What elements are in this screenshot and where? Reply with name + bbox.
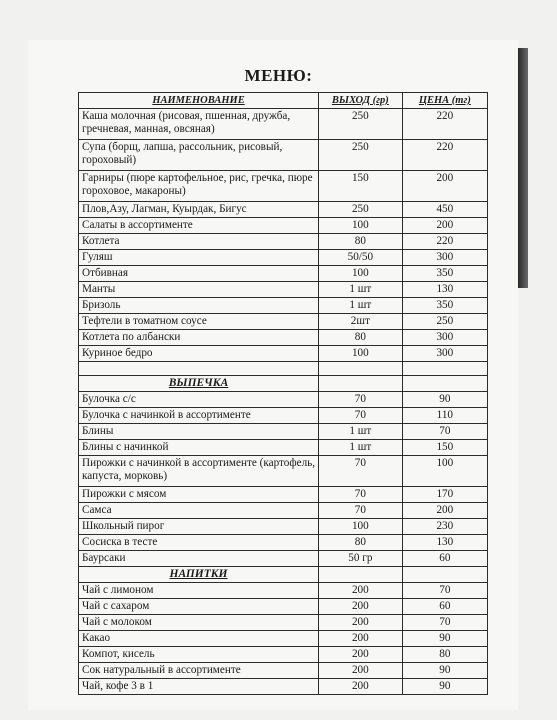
item-price: 80 (402, 647, 487, 663)
section-title: ВЫПЕЧКА (79, 376, 319, 392)
item-price: 450 (402, 202, 487, 218)
item-price (402, 376, 487, 392)
table-row (79, 109, 488, 140)
item-name: Пирожки с начинкой в ассортименте (картофель, капуста, морковь) (79, 456, 319, 487)
item-name: Гуляш (79, 250, 319, 266)
item-price: 70 (402, 615, 487, 631)
item-output: 70 (319, 392, 403, 408)
item-price: 220 (402, 234, 487, 250)
item-price: 90 (402, 679, 487, 695)
table-row (79, 408, 488, 424)
item-name: Супа (борщ, лапша, рассольник, рисовый, гороховый) (79, 140, 319, 171)
item-output: 100 (319, 266, 403, 282)
item-name: Сосиска в тесте (79, 535, 319, 551)
table-row (79, 234, 488, 250)
item-output: 200 (319, 631, 403, 647)
item-price: 200 (402, 218, 487, 234)
item-price: 200 (402, 503, 487, 519)
item-name: Манты (79, 282, 319, 298)
table-row (79, 456, 488, 487)
item-price: 250 (402, 314, 487, 330)
table-row (79, 440, 488, 456)
table-row (79, 663, 488, 679)
table-row (79, 599, 488, 615)
header-output: ВЫХОД (гр) (319, 93, 403, 109)
item-output: 80 (319, 330, 403, 346)
item-name: Блины с начинкой (79, 440, 319, 456)
item-output: 100 (319, 218, 403, 234)
item-name: Сок натуральный в ассортименте (79, 663, 319, 679)
table-row (79, 250, 488, 266)
item-name: Пирожки с мясом (79, 487, 319, 503)
item-price: 70 (402, 583, 487, 599)
item-output: 100 (319, 519, 403, 535)
item-price: 60 (402, 551, 487, 567)
table-row (79, 519, 488, 535)
item-name: Гарниры (пюре картофельное, рис, гречка, пюре гороховое, макароны) (79, 171, 319, 202)
item-output: 1 шт (319, 282, 403, 298)
header-name: НАИМЕНОВАНИЕ (79, 93, 319, 109)
section-title: НАПИТКИ (79, 567, 319, 583)
item-name (79, 362, 319, 376)
item-output: 1 шт (319, 424, 403, 440)
item-price: 90 (402, 631, 487, 647)
item-name: Салаты в ассортименте (79, 218, 319, 234)
item-output: 200 (319, 647, 403, 663)
item-name: Чай с молоком (79, 615, 319, 631)
item-name: Отбивная (79, 266, 319, 282)
table-row (79, 171, 488, 202)
section-row (79, 567, 488, 583)
item-name: Какао (79, 631, 319, 647)
item-name: Чай с сахаром (79, 599, 319, 615)
item-output: 2шт (319, 314, 403, 330)
table-row (79, 535, 488, 551)
menu-table (78, 92, 488, 695)
item-name: Каша молочная (рисовая, пшенная, дружба, гречневая, манная, овсяная) (79, 109, 319, 140)
table-row (79, 631, 488, 647)
item-name: Чай с лимоном (79, 583, 319, 599)
table-row (79, 615, 488, 631)
item-output: 80 (319, 234, 403, 250)
item-price: 200 (402, 171, 487, 202)
item-price: 130 (402, 535, 487, 551)
item-output: 200 (319, 663, 403, 679)
table-row (79, 583, 488, 599)
item-name: Тефтели в томатном соусе (79, 314, 319, 330)
item-name: Булочка с/с (79, 392, 319, 408)
item-output: 200 (319, 679, 403, 695)
item-output (319, 362, 403, 376)
table-row (79, 346, 488, 362)
table-row (79, 551, 488, 567)
item-name: Баурсаки (79, 551, 319, 567)
item-name: Бризоль (79, 298, 319, 314)
item-price: 350 (402, 298, 487, 314)
item-output: 250 (319, 140, 403, 171)
item-price: 150 (402, 440, 487, 456)
item-price: 230 (402, 519, 487, 535)
item-price: 110 (402, 408, 487, 424)
item-price: 90 (402, 663, 487, 679)
item-output: 200 (319, 615, 403, 631)
table-row (79, 330, 488, 346)
table-row (79, 266, 488, 282)
table-row (79, 218, 488, 234)
item-name: Самса (79, 503, 319, 519)
section-row (79, 376, 488, 392)
item-name: Школьный пирог (79, 519, 319, 535)
item-output: 70 (319, 408, 403, 424)
item-price: 90 (402, 392, 487, 408)
item-price: 70 (402, 424, 487, 440)
table-row (79, 282, 488, 298)
item-output (319, 376, 403, 392)
item-output: 50/50 (319, 250, 403, 266)
item-output: 250 (319, 109, 403, 140)
item-name: Куриное бедро (79, 346, 319, 362)
item-output: 70 (319, 456, 403, 487)
table-row (79, 298, 488, 314)
item-output: 1 шт (319, 298, 403, 314)
item-price: 350 (402, 266, 487, 282)
item-price: 300 (402, 346, 487, 362)
menu-title: МЕНЮ: (244, 66, 313, 85)
item-name: Блины (79, 424, 319, 440)
table-row (79, 679, 488, 695)
item-name: Булочка с начинкой в ассортименте (79, 408, 319, 424)
item-output: 80 (319, 535, 403, 551)
item-price (402, 362, 487, 376)
item-price: 170 (402, 487, 487, 503)
item-price: 130 (402, 282, 487, 298)
table-row (79, 424, 488, 440)
item-price: 60 (402, 599, 487, 615)
item-output: 70 (319, 503, 403, 519)
item-name: Котлета (79, 234, 319, 250)
item-price: 220 (402, 140, 487, 171)
item-name: Плов,Азу, Лагман, Куырдак, Бигус (79, 202, 319, 218)
item-output: 150 (319, 171, 403, 202)
item-price (402, 567, 487, 583)
item-price: 300 (402, 330, 487, 346)
item-output: 70 (319, 487, 403, 503)
blank-row (79, 362, 488, 376)
header-price: ЦЕНА (тг) (402, 93, 487, 109)
item-output: 200 (319, 599, 403, 615)
table-header-row (79, 93, 488, 109)
item-name: Котлета по албански (79, 330, 319, 346)
item-price: 100 (402, 456, 487, 487)
item-output: 50 гр (319, 551, 403, 567)
table-row (79, 647, 488, 663)
item-output: 200 (319, 583, 403, 599)
table-row (79, 140, 488, 171)
item-output: 250 (319, 202, 403, 218)
table-row (79, 392, 488, 408)
item-output: 1 шт (319, 440, 403, 456)
item-name: Чай, кофе 3 в 1 (79, 679, 319, 695)
item-output (319, 567, 403, 583)
table-row (79, 202, 488, 218)
item-output: 100 (319, 346, 403, 362)
table-row (79, 314, 488, 330)
table-row (79, 503, 488, 519)
item-price: 300 (402, 250, 487, 266)
item-price: 220 (402, 109, 487, 140)
table-row (79, 487, 488, 503)
item-name: Компот, кисель (79, 647, 319, 663)
